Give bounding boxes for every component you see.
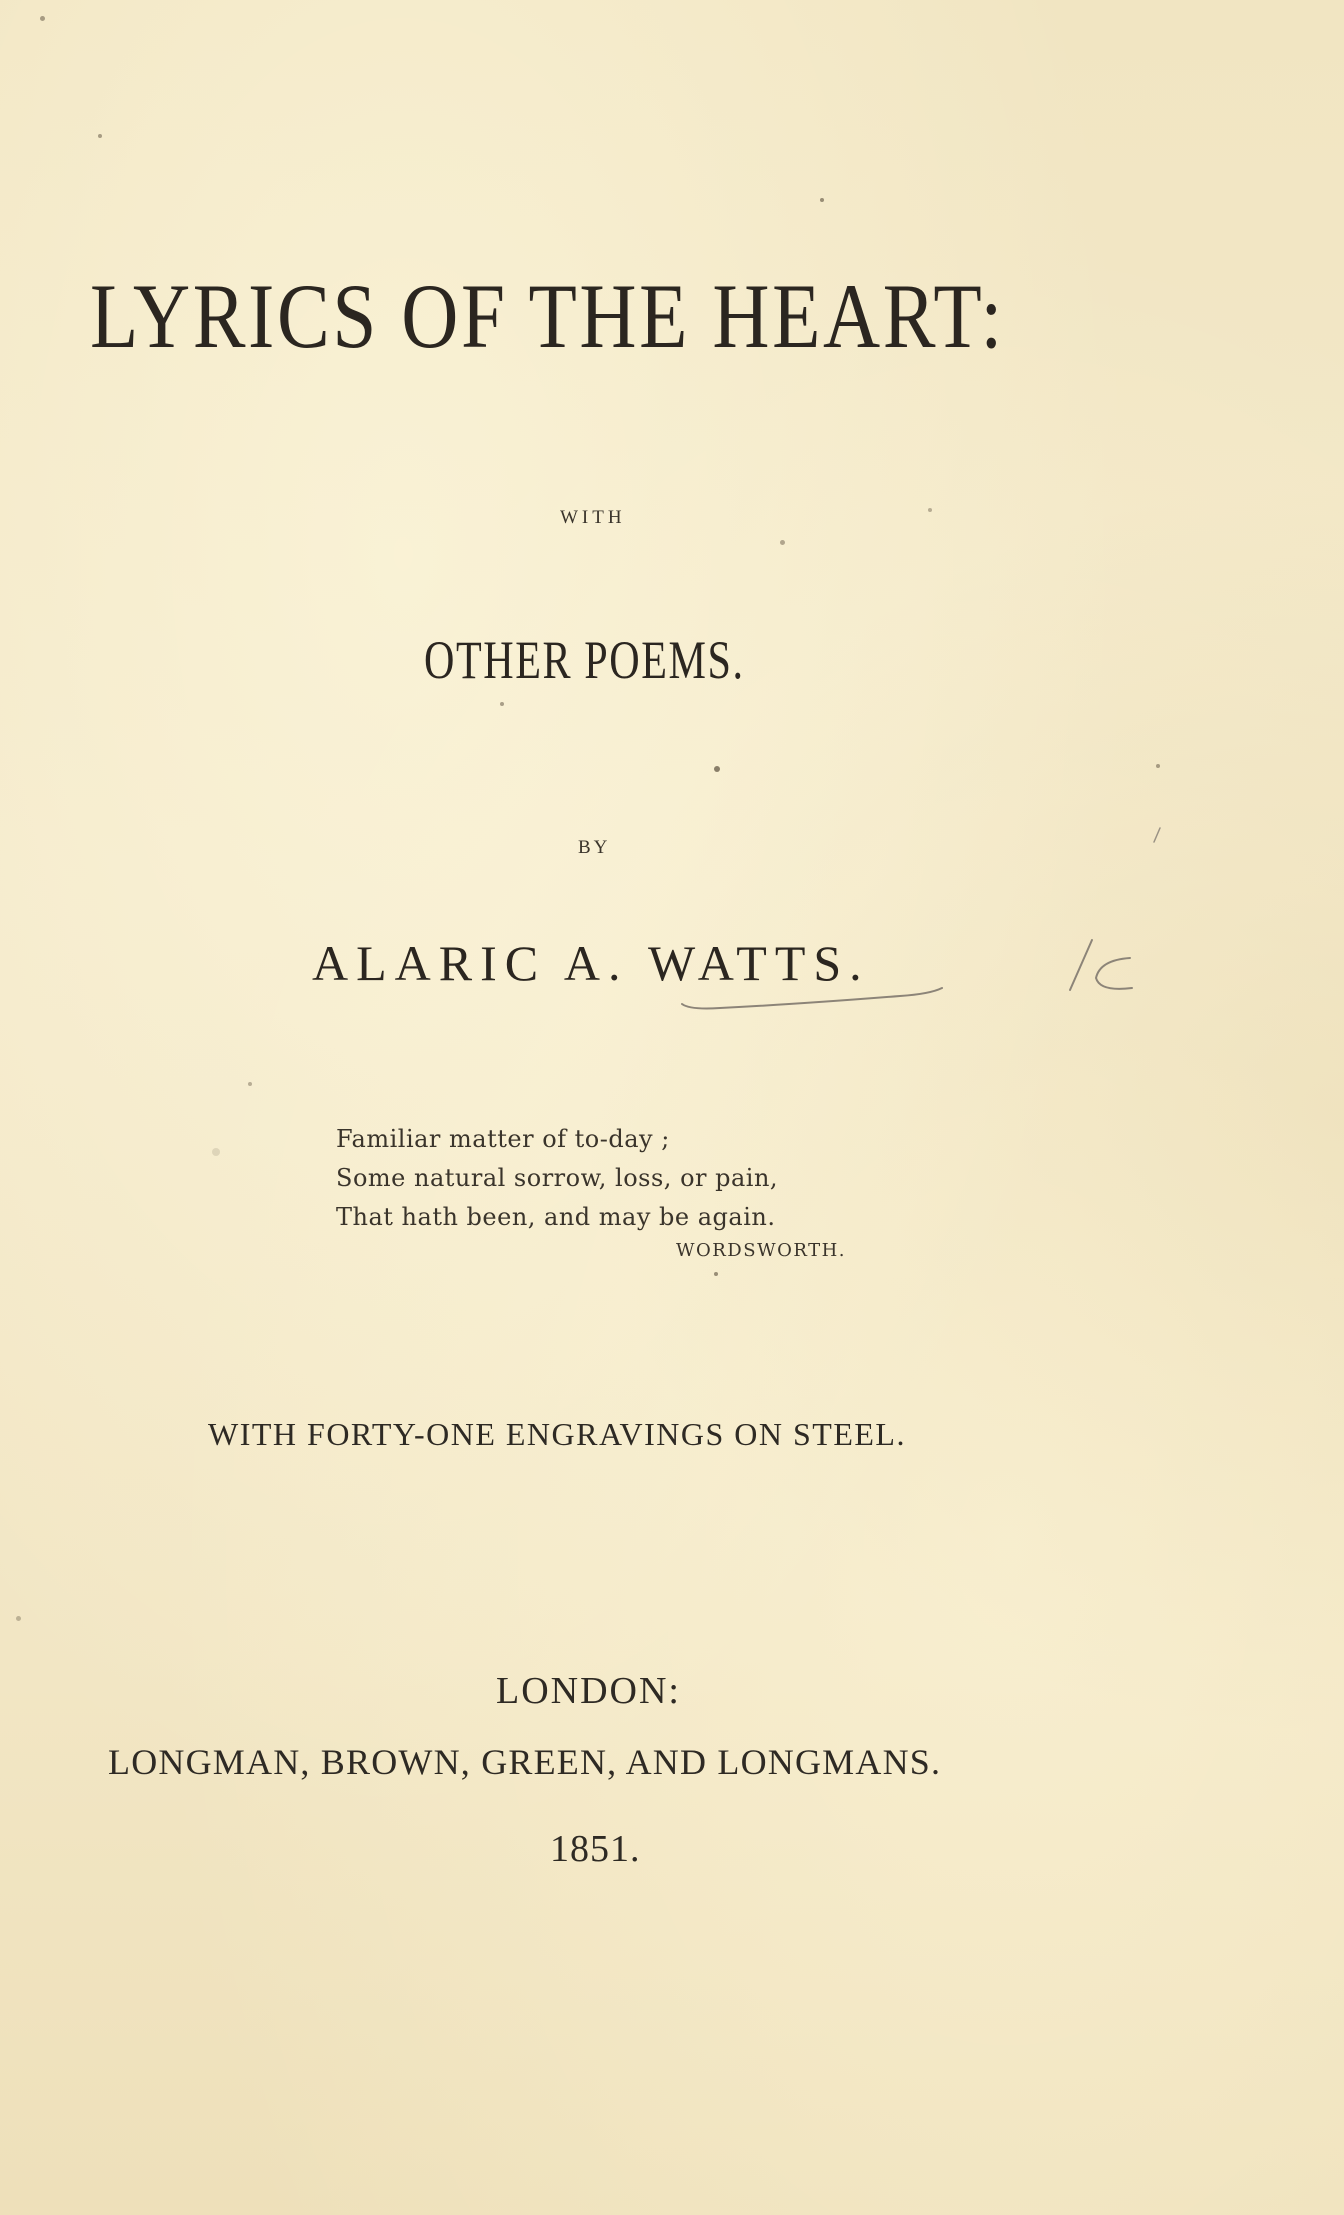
- foxing-speck: [928, 508, 932, 512]
- foxing-speck: [40, 16, 45, 21]
- foxing-speck: [98, 134, 102, 138]
- foxing-speck: [500, 702, 504, 706]
- imprint-city: LONDON:: [496, 1670, 681, 1712]
- foxing-speck: [780, 540, 785, 545]
- foxing-speck: [248, 1082, 252, 1086]
- foxing-speck: [16, 1616, 21, 1621]
- pencil-underline-mark: [682, 988, 942, 1009]
- book-title: LYRICS OF THE HEART:: [90, 265, 1005, 367]
- book-subtitle: OTHER POEMS.: [424, 630, 745, 690]
- illustrations-note: WITH FORTY-ONE ENGRAVINGS ON STEEL.: [208, 1416, 906, 1452]
- foxing-speck: [714, 1272, 718, 1276]
- by-label: BY: [578, 837, 611, 858]
- with-label: WITH: [560, 507, 626, 528]
- epigraph: [336, 1120, 778, 1237]
- epigraph-line: Some natural sorrow, loss, or pain,: [336, 1164, 779, 1192]
- author-name: ALARIC A. WATTS.: [312, 935, 870, 991]
- imprint-year: 1851.: [550, 1828, 641, 1870]
- pencil-initial-mark: [1070, 940, 1132, 990]
- foxing-speck: [714, 766, 720, 772]
- foxing-speck: [212, 1148, 220, 1156]
- epigraph-line: Familiar matter of to-day ;: [336, 1125, 670, 1153]
- foxing-speck: [1156, 764, 1160, 768]
- pencil-tick-mark: [1154, 828, 1160, 842]
- imprint-publisher: LONGMAN, BROWN, GREEN, AND LONGMANS.: [108, 1742, 942, 1782]
- epigraph-line: That hath been, and may be again.: [336, 1203, 776, 1231]
- epigraph-attribution: WORDSWORTH.: [676, 1240, 846, 1261]
- foxing-speck: [820, 198, 824, 202]
